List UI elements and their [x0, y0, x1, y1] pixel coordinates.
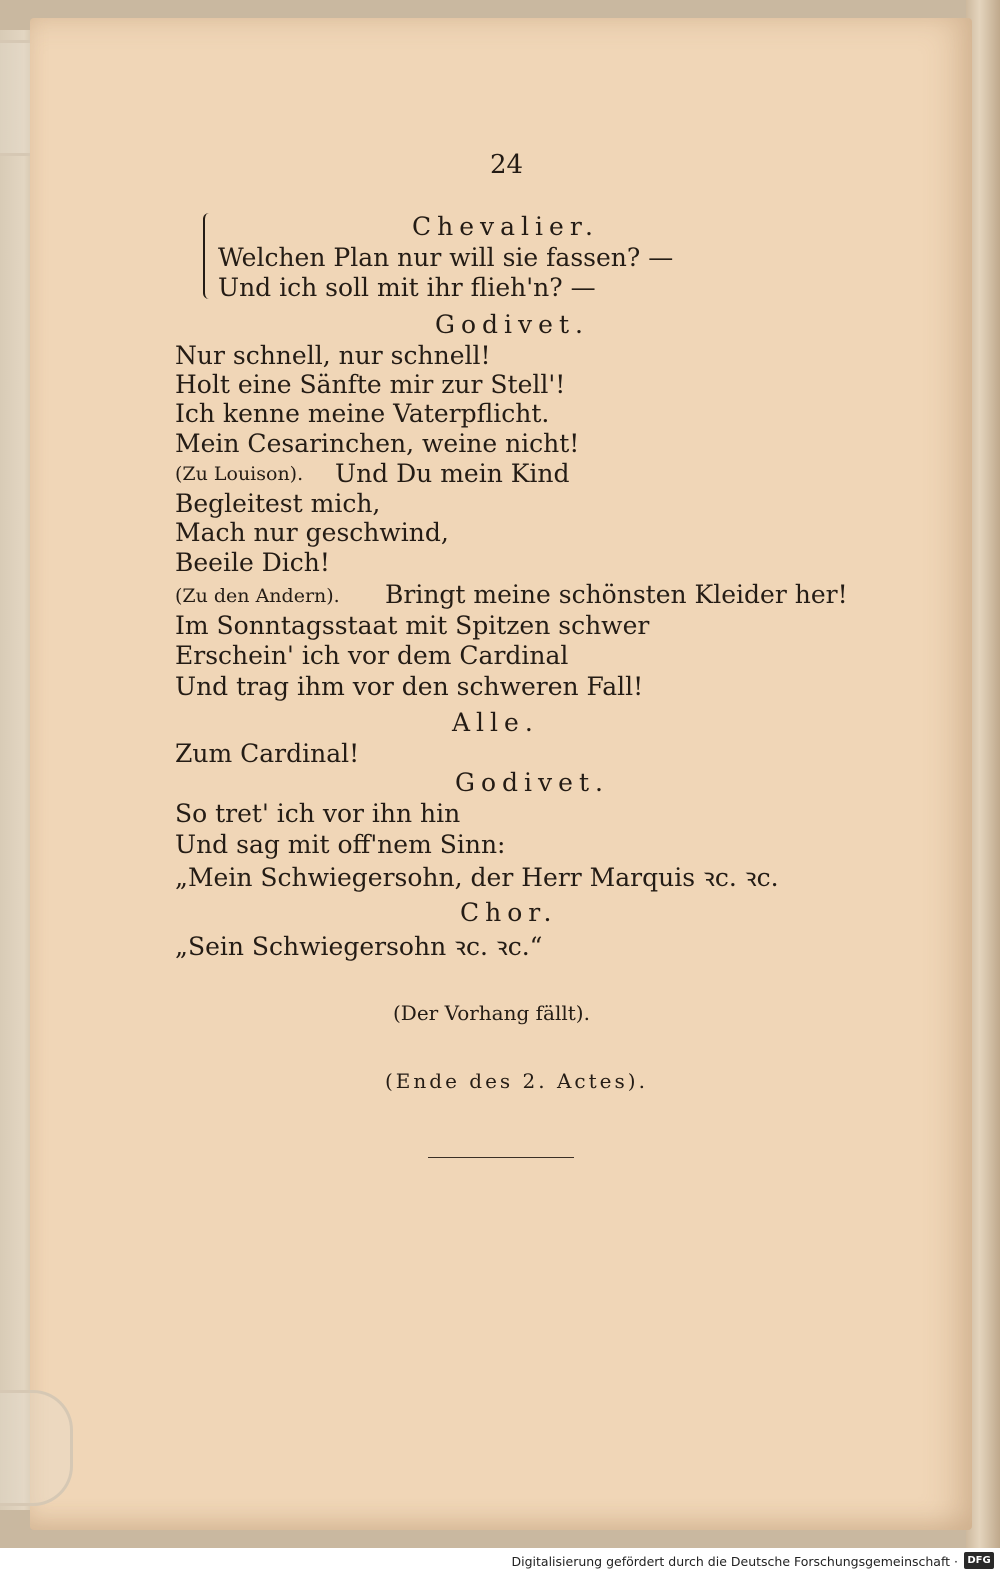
speaker-godivet: Godivet. — [455, 768, 609, 797]
verse-line: Und ich soll mit ihr flieh'n? — — [218, 273, 596, 302]
speaker-alle: Alle. — [452, 708, 539, 737]
end-rule — [428, 1157, 574, 1158]
verse-line: Mein Cesarinchen, weine nicht! — [175, 429, 580, 458]
verse-line: Erschein' ich vor dem Cardinal — [175, 641, 569, 670]
verse-line: Begleitest mich, — [175, 489, 381, 518]
verse-line: Welchen Plan nur will sie fassen? — — [218, 243, 674, 272]
verse-line: Bringt meine schönsten Kleider her! — [385, 580, 848, 609]
verse-line: Beeile Dich! — [175, 548, 330, 577]
dfg-logo: DFG — [964, 1552, 994, 1569]
scanner-clip-bottom — [0, 1390, 73, 1506]
verse-line: „Sein Schwiegersohn ꝛc. ꝛc.“ — [175, 932, 543, 961]
speaker-chevalier: Chevalier. — [412, 212, 599, 241]
speaker-godivet: Godivet. — [435, 310, 589, 339]
stage-direction-curtain: (Der Vorhang fällt). — [393, 1001, 590, 1025]
verse-line: Ich kenne meine Vaterpflicht. — [175, 399, 550, 428]
page-number: 24 — [490, 150, 524, 180]
stage-direction: (Zu Louison). — [175, 463, 304, 485]
verse-line: So tret' ich vor ihn hin — [175, 799, 461, 828]
verse-bracket — [203, 213, 213, 299]
verse-line: Nur schnell, nur schnell! — [175, 341, 491, 370]
stage-direction: (Zu den Andern). — [175, 585, 340, 607]
verse-line: Und trag ihm vor den schweren Fall! — [175, 672, 644, 701]
speaker-chor: Chor. — [460, 898, 558, 927]
verse-line: Mach nur geschwind, — [175, 518, 449, 547]
footer-credit: Digitalisierung gefördert durch die Deutsche Forschungsgemeinschaft · — [511, 1554, 958, 1569]
verse-line: „Mein Schwiegersohn, der Herr Marquis ꝛc. ꝛc. — [175, 863, 779, 892]
verse-line: Und sag mit off'nem Sinn: — [175, 830, 506, 859]
verse-line: Zum Cardinal! — [175, 739, 360, 768]
stage-direction-end-act: (Ende des 2. Actes). — [385, 1069, 648, 1093]
verse-line: Im Sonntagsstaat mit Spitzen schwer — [175, 611, 650, 640]
verse-line: Und Du mein Kind — [335, 459, 570, 488]
verse-line: Holt eine Sänfte mir zur Stell'! — [175, 370, 566, 399]
